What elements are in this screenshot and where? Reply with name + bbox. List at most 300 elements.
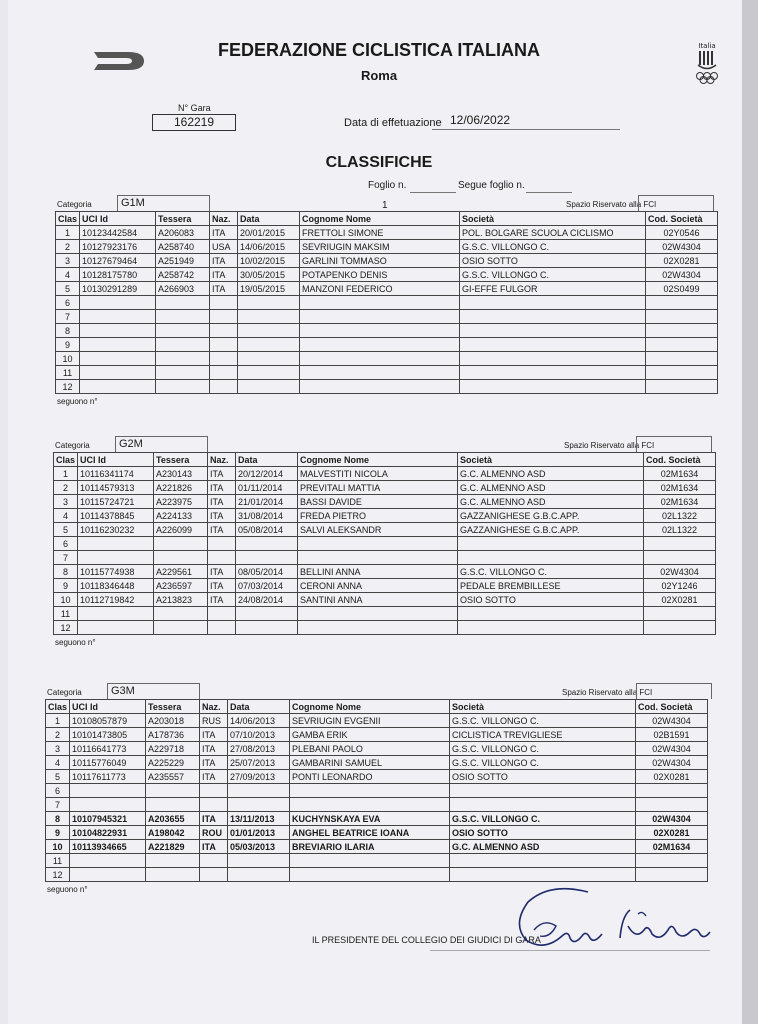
cell-uci: 10115774938	[78, 565, 154, 579]
cell-cod	[646, 352, 718, 366]
column-header: Tessera	[154, 453, 208, 467]
cell-naz	[208, 621, 236, 635]
cell-tessera: A206083	[156, 226, 210, 240]
cell-uci: 10104822931	[70, 826, 146, 840]
cell-nome	[300, 338, 460, 352]
classification-table	[45, 699, 708, 882]
cell-naz	[210, 324, 238, 338]
cell-data: 05/08/2014	[236, 523, 298, 537]
column-header: Cod. Società	[636, 700, 708, 714]
cell-naz	[200, 854, 228, 868]
fci-reserved-box	[638, 195, 714, 211]
cell-tessera	[156, 366, 210, 380]
cell-data: 13/11/2013	[228, 812, 290, 826]
column-header: Naz.	[208, 453, 236, 467]
cell-data: 19/05/2015	[238, 282, 300, 296]
column-header: Cognome Nome	[298, 453, 458, 467]
cell-uci	[70, 784, 146, 798]
column-header: Società	[458, 453, 644, 467]
table-row	[46, 770, 708, 784]
table-row	[46, 840, 708, 854]
foglio-label: Foglio n.	[368, 180, 407, 191]
cell-cod	[644, 607, 716, 621]
foglio-number: 1	[382, 200, 388, 211]
cell-naz: ITA	[208, 467, 236, 481]
seguono-label: seguono n°	[55, 638, 96, 647]
cell-cod: 02W4304	[646, 240, 718, 254]
cell-tessera: A223975	[154, 495, 208, 509]
cell-nome	[300, 324, 460, 338]
column-header: Cod. Società	[644, 453, 716, 467]
cell-cod	[646, 366, 718, 380]
column-header: Tessera	[156, 212, 210, 226]
cell-societa: OSIO SOTTO	[458, 593, 644, 607]
cell-naz	[208, 551, 236, 565]
date-value: 12/06/2022	[450, 113, 511, 127]
cell-cod: 02W4304	[636, 742, 708, 756]
column-header: UCI Id	[80, 212, 156, 226]
cell-uci	[80, 296, 156, 310]
table-header-row	[56, 212, 718, 226]
cell-naz: ITA	[208, 593, 236, 607]
cell-nome: GAMBA ERIK	[290, 728, 450, 742]
column-header: Data	[228, 700, 290, 714]
column-header: Cod. Società	[646, 212, 718, 226]
cell-uci	[70, 854, 146, 868]
cell-tessera	[154, 607, 208, 621]
cell-pos: 8	[54, 565, 78, 579]
cell-uci: 10127923176	[80, 240, 156, 254]
cell-naz	[210, 366, 238, 380]
cell-nome	[300, 296, 460, 310]
cell-tessera	[146, 798, 200, 812]
cell-tessera	[154, 621, 208, 635]
table-row	[54, 523, 716, 537]
cell-nome: SALVI ALEKSANDR	[298, 523, 458, 537]
cell-uci	[80, 380, 156, 394]
cell-uci: 10114579313	[78, 481, 154, 495]
cell-uci: 10123442584	[80, 226, 156, 240]
cell-societa	[460, 310, 646, 324]
cell-data: 01/11/2014	[236, 481, 298, 495]
cell-societa: G.C. ALMENNO ASD	[450, 840, 636, 854]
cell-cod: 02B1591	[636, 728, 708, 742]
cell-nome: CERONI ANNA	[298, 579, 458, 593]
cell-naz: USA	[210, 240, 238, 254]
cell-nome: FREDA PIETRO	[298, 509, 458, 523]
cell-cod: 02W4304	[636, 756, 708, 770]
cell-cod	[636, 784, 708, 798]
table-row	[46, 784, 708, 798]
column-header: Naz.	[210, 212, 238, 226]
cell-nome	[298, 621, 458, 635]
cell-cod: 02X0281	[636, 770, 708, 784]
seguono-label: seguono n°	[57, 397, 98, 406]
cell-uci: 10128175780	[80, 268, 156, 282]
cell-naz	[210, 338, 238, 352]
cell-data: 14/06/2015	[238, 240, 300, 254]
cell-uci: 10101473805	[70, 728, 146, 742]
cell-societa	[460, 338, 646, 352]
cell-tessera: A203655	[146, 812, 200, 826]
segue-foglio-label: Segue foglio n.	[458, 180, 525, 191]
fci-reserved-label: Spazio Riservato alla FCI	[566, 200, 657, 209]
cell-data: 25/07/2013	[228, 756, 290, 770]
column-header: Cognome Nome	[290, 700, 450, 714]
cell-pos: 5	[54, 523, 78, 537]
cell-societa	[450, 854, 636, 868]
cell-tessera: A221829	[146, 840, 200, 854]
cell-uci: 10108057879	[70, 714, 146, 728]
cell-naz	[210, 296, 238, 310]
cell-data	[238, 352, 300, 366]
cell-nome	[290, 784, 450, 798]
table-row	[54, 481, 716, 495]
cell-data: 14/06/2013	[228, 714, 290, 728]
cell-pos: 10	[54, 593, 78, 607]
cell-uci: 10116230232	[78, 523, 154, 537]
table-row	[54, 467, 716, 481]
cell-tessera	[156, 310, 210, 324]
table-row	[46, 742, 708, 756]
cell-cod: 02M1634	[644, 481, 716, 495]
cell-societa	[458, 537, 644, 551]
table-row	[56, 380, 718, 394]
cell-pos: 2	[46, 728, 70, 742]
cell-data	[236, 621, 298, 635]
cell-uci: 10127679464	[80, 254, 156, 268]
cell-tessera: A198042	[146, 826, 200, 840]
cell-tessera	[146, 868, 200, 882]
table-row	[56, 268, 718, 282]
cell-nome: GAMBARINI SAMUEL	[290, 756, 450, 770]
cell-naz: RUS	[200, 714, 228, 728]
cell-pos: 4	[56, 268, 80, 282]
table-row	[56, 282, 718, 296]
cell-societa	[460, 324, 646, 338]
cell-pos: 11	[56, 366, 80, 380]
cell-cod	[646, 324, 718, 338]
cell-pos: 3	[46, 742, 70, 756]
cell-cod: 02W4304	[636, 812, 708, 826]
cell-nome	[300, 366, 460, 380]
fci-reserved-box	[636, 436, 712, 452]
cell-naz	[208, 607, 236, 621]
cell-naz: ITA	[210, 282, 238, 296]
cell-tessera	[156, 338, 210, 352]
cell-pos: 4	[46, 756, 70, 770]
cell-naz	[200, 798, 228, 812]
table-row	[54, 495, 716, 509]
cell-pos: 6	[46, 784, 70, 798]
cell-data: 21/01/2014	[236, 495, 298, 509]
table-row	[56, 310, 718, 324]
cell-nome	[290, 868, 450, 882]
cell-naz: ITA	[200, 756, 228, 770]
cell-societa: GAZZANIGHESE G.B.C.APP.	[458, 509, 644, 523]
cell-data: 10/02/2015	[238, 254, 300, 268]
date-label: Data di effetuazione	[344, 117, 442, 129]
cell-tessera	[156, 380, 210, 394]
cell-uci: 10117611773	[70, 770, 146, 784]
cell-data	[236, 537, 298, 551]
cell-cod: 02M1634	[644, 467, 716, 481]
cell-uci	[70, 868, 146, 882]
cell-pos: 1	[56, 226, 80, 240]
cell-data	[238, 324, 300, 338]
cell-nome: SANTINI ANNA	[298, 593, 458, 607]
cell-cod: 02L1322	[644, 509, 716, 523]
cell-cod	[636, 854, 708, 868]
cell-naz	[210, 380, 238, 394]
cell-societa: G.S.C. VILLONGO C.	[460, 268, 646, 282]
cell-societa: G.S.C. VILLONGO C.	[460, 240, 646, 254]
cell-nome: KUCHYNSKAYA EVA	[290, 812, 450, 826]
cell-data	[228, 854, 290, 868]
cell-pos: 10	[56, 352, 80, 366]
cell-pos: 3	[56, 254, 80, 268]
table-row	[54, 565, 716, 579]
cell-uci	[80, 338, 156, 352]
cell-tessera: A229561	[154, 565, 208, 579]
cell-tessera: A258742	[156, 268, 210, 282]
cell-pos: 7	[56, 310, 80, 324]
cell-cod: 02W4304	[644, 565, 716, 579]
cell-societa	[460, 380, 646, 394]
table-row	[54, 509, 716, 523]
cell-cod	[646, 380, 718, 394]
gara-label: N° Gara	[178, 103, 211, 113]
cell-nome: GARLINI TOMMASO	[300, 254, 460, 268]
cell-tessera: A251949	[156, 254, 210, 268]
cell-nome: MALVESTITI NICOLA	[298, 467, 458, 481]
cell-tessera: A221826	[154, 481, 208, 495]
cell-societa: PEDALE BREMBILLESE	[458, 579, 644, 593]
cell-societa: GAZZANIGHESE G.B.C.APP.	[458, 523, 644, 537]
cell-data: 20/01/2015	[238, 226, 300, 240]
cell-data: 05/03/2013	[228, 840, 290, 854]
cell-societa: G.C. ALMENNO ASD	[458, 467, 644, 481]
cell-pos: 11	[54, 607, 78, 621]
cell-cod: 02X0281	[636, 826, 708, 840]
segue-underline	[526, 192, 572, 193]
column-header: Tessera	[146, 700, 200, 714]
cell-cod: 02Y1246	[644, 579, 716, 593]
cell-tessera: A236597	[154, 579, 208, 593]
cell-naz: ITA	[210, 254, 238, 268]
table-row	[56, 366, 718, 380]
cell-tessera: A225229	[146, 756, 200, 770]
cell-nome: PONTI LEONARDO	[290, 770, 450, 784]
cell-uci: 10116341174	[78, 467, 154, 481]
cell-nome: MANZONI FEDERICO	[300, 282, 460, 296]
cell-pos: 8	[46, 812, 70, 826]
cell-tessera	[154, 537, 208, 551]
cell-societa	[460, 296, 646, 310]
table-header-row	[46, 700, 708, 714]
cell-cod	[644, 551, 716, 565]
cell-naz: ROU	[200, 826, 228, 840]
cell-naz: ITA	[208, 481, 236, 495]
cell-naz	[210, 352, 238, 366]
table-row	[54, 607, 716, 621]
table-row	[56, 338, 718, 352]
cell-tessera: A178736	[146, 728, 200, 742]
table-row	[46, 714, 708, 728]
cell-societa: G.C. ALMENNO ASD	[458, 481, 644, 495]
cell-naz: ITA	[200, 742, 228, 756]
cell-pos: 8	[56, 324, 80, 338]
cell-uci	[80, 310, 156, 324]
federation-city: Roma	[360, 68, 398, 83]
cell-pos: 5	[56, 282, 80, 296]
table-row	[46, 826, 708, 840]
cell-pos: 5	[46, 770, 70, 784]
cell-societa	[450, 784, 636, 798]
cell-pos: 9	[56, 338, 80, 352]
cell-uci: 10118346448	[78, 579, 154, 593]
cell-uci: 10130291289	[80, 282, 156, 296]
cell-cod	[644, 621, 716, 635]
cell-uci	[80, 366, 156, 380]
cell-data	[228, 784, 290, 798]
column-header: UCI Id	[78, 453, 154, 467]
column-header: Data	[238, 212, 300, 226]
cell-naz: ITA	[200, 840, 228, 854]
table-row	[54, 537, 716, 551]
cell-uci: 10115776049	[70, 756, 146, 770]
column-header: Società	[460, 212, 646, 226]
table-row	[56, 240, 718, 254]
foglio-underline	[410, 192, 456, 193]
cell-pos: 10	[46, 840, 70, 854]
cell-data: 27/09/2013	[228, 770, 290, 784]
cell-cod	[646, 310, 718, 324]
cell-tessera: A226099	[154, 523, 208, 537]
cell-uci	[70, 798, 146, 812]
classification-table	[53, 452, 716, 635]
cell-data	[238, 310, 300, 324]
cell-tessera: A235557	[146, 770, 200, 784]
cell-cod: 02M1634	[644, 495, 716, 509]
cell-tessera: A229718	[146, 742, 200, 756]
classification-table	[55, 211, 718, 394]
table-header-row	[54, 453, 716, 467]
cell-uci: 10115724721	[78, 495, 154, 509]
cell-cod: 02W4304	[636, 714, 708, 728]
cell-cod: 02L1322	[644, 523, 716, 537]
cell-data: 08/05/2014	[236, 565, 298, 579]
cell-tessera	[156, 296, 210, 310]
cell-pos: 7	[54, 551, 78, 565]
cell-cod	[646, 338, 718, 352]
cell-nome: FRETTOLI SIMONE	[300, 226, 460, 240]
cell-tessera: A258740	[156, 240, 210, 254]
cell-nome	[300, 310, 460, 324]
cell-nome: BELLINI ANNA	[298, 565, 458, 579]
cell-data	[228, 798, 290, 812]
cell-data: 30/05/2015	[238, 268, 300, 282]
cell-societa	[458, 607, 644, 621]
cell-societa: G.S.C. VILLONGO C.	[450, 812, 636, 826]
cell-societa: POL. BOLGARE SCUOLA CICLISMO	[460, 226, 646, 240]
table-row	[56, 254, 718, 268]
table-row	[54, 593, 716, 607]
cell-nome: ANGHEL BEATRICE IOANA	[290, 826, 450, 840]
fci-reserved-label: Spazio Riservato alla FCI	[564, 441, 655, 450]
column-header: Clas	[54, 453, 78, 467]
cell-data	[236, 607, 298, 621]
cell-data	[236, 551, 298, 565]
cell-pos: 12	[54, 621, 78, 635]
cell-tessera	[146, 854, 200, 868]
table-row	[54, 579, 716, 593]
cell-data: 01/01/2013	[228, 826, 290, 840]
cell-pos: 2	[54, 481, 78, 495]
column-header: Naz.	[200, 700, 228, 714]
cell-cod: 02Y0546	[646, 226, 718, 240]
cell-naz: ITA	[208, 523, 236, 537]
cell-societa: CICLISTICA TREVIGLIESE	[450, 728, 636, 742]
table-row	[46, 812, 708, 826]
cell-societa	[458, 551, 644, 565]
cell-societa: G.S.C. VILLONGO C.	[458, 565, 644, 579]
cell-pos: 11	[46, 854, 70, 868]
cell-data	[238, 380, 300, 394]
column-header: Clas	[56, 212, 80, 226]
cell-pos: 4	[54, 509, 78, 523]
cell-data: 20/12/2014	[236, 467, 298, 481]
gara-number: 162219	[152, 114, 236, 131]
cell-nome: POTAPENKO DENIS	[300, 268, 460, 282]
category-section	[55, 195, 718, 406]
fci-reserved-label: Spazio Riservato alla FCI	[562, 688, 653, 697]
cell-nome: SEVRIUGIN EVGENII	[290, 714, 450, 728]
cell-tessera: A230143	[154, 467, 208, 481]
cell-nome: PREVITALI MATTIA	[298, 481, 458, 495]
cell-pos: 6	[54, 537, 78, 551]
category-section	[45, 683, 708, 894]
cell-tessera: A224133	[154, 509, 208, 523]
fci-reserved-box	[636, 683, 712, 699]
cell-societa: G.S.C. VILLONGO C.	[450, 756, 636, 770]
cell-nome	[300, 352, 460, 366]
cell-nome	[290, 854, 450, 868]
cell-pos: 1	[54, 467, 78, 481]
cell-societa	[450, 798, 636, 812]
cell-data	[228, 868, 290, 882]
category-label: Categoria	[55, 441, 90, 450]
cell-nome	[298, 551, 458, 565]
federation-title: FEDERAZIONE CICLISTICA ITALIANA	[218, 40, 540, 60]
cell-pos: 6	[56, 296, 80, 310]
cell-societa: G.C. ALMENNO ASD	[458, 495, 644, 509]
cell-cod: 02S0499	[646, 282, 718, 296]
cell-pos: 9	[46, 826, 70, 840]
column-header: Data	[236, 453, 298, 467]
cell-uci: 10114378845	[78, 509, 154, 523]
cell-tessera	[154, 551, 208, 565]
category-value: G1M	[117, 195, 210, 211]
cell-pos: 2	[56, 240, 80, 254]
cell-nome: SEVRIUGIN MAKSIM	[300, 240, 460, 254]
cell-data	[238, 296, 300, 310]
table-row	[54, 551, 716, 565]
cell-societa	[460, 352, 646, 366]
cell-societa: OSIO SOTTO	[450, 770, 636, 784]
cell-cod	[636, 798, 708, 812]
category-label: Categoria	[47, 688, 82, 697]
